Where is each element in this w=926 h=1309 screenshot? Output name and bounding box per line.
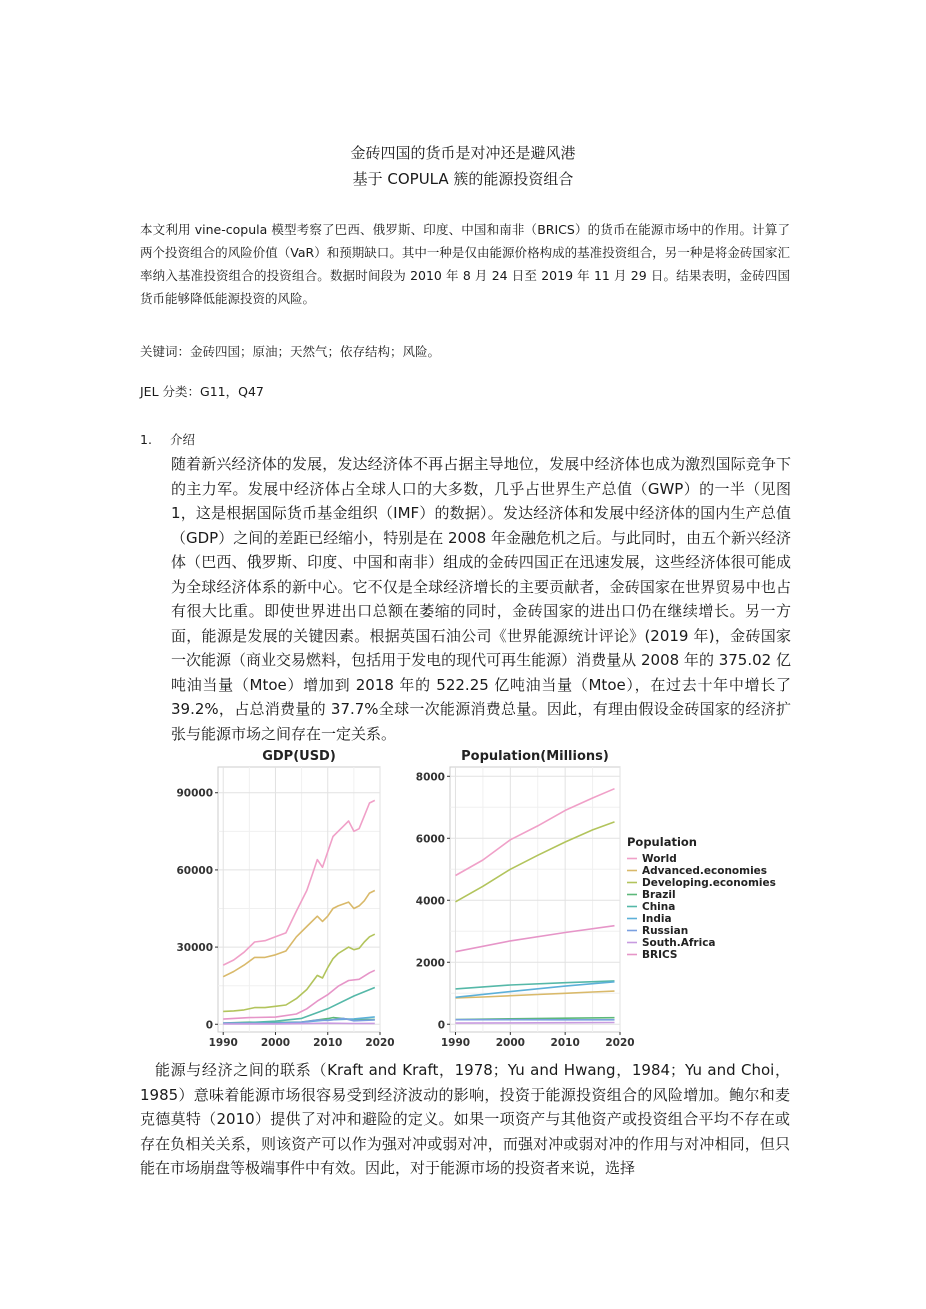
population-millions-y-tick-label: 8000: [415, 771, 445, 784]
population-millions-x-tick-label: 1990: [440, 1037, 471, 1048]
section-heading: [140, 430, 195, 448]
legend-label-russian: Russian: [642, 925, 689, 937]
figure-1: [170, 742, 790, 1048]
legend-label-india: India: [642, 913, 672, 925]
population-millions-y-tick-label: 0: [437, 1019, 445, 1032]
abstract: 本文利用 vine-copula 模型考察了巴西、俄罗斯、印度、中国和南非（BRICS）的货币在能源市场中的作用。计算了两个投资组合的风险价值（VaR）和预期缺口。其中一种是仅由能源价格构成的基准投资组合，另一种是将金砖国家汇率纳入基准投资组合的投资组合。数据时间段为 2010 年 8 月 24 日至 2019 年 11 月 29 日。结果表明，金砖四国货币能够降低能源投资的风险。: [140, 222, 790, 306]
legend-title: Population: [627, 835, 697, 849]
jel-classification: JEL 分类：G11，Q47: [140, 384, 264, 399]
population-millions-y-tick-label: 6000: [415, 833, 445, 846]
gdp-usd-line-south-africa: [223, 1023, 375, 1024]
paper-title: 金砖四国的货币是对冲还是避风港: [350, 144, 576, 162]
section-number: 1.: [140, 432, 152, 447]
gdp-usd-panel: [218, 767, 380, 1032]
paragraph-energy-economy: 能源与经济之间的联系（Kraft and Kraft，1978；Yu and Hwang，1984；Yu and Choi，1985）意味着能源市场很容易受到经济波动的影响，投资于能源投资组合的风险增加。鲍尔和麦克德莫特（2010）提供了对冲和避险的定义。如果一项资产与其他资产或投资组合平均不存在或存在负相关关系，则该资产可以作为强对冲或弱对冲，而强对冲或弱对冲的作用与对冲相同，但只能在市场崩盘等极端事件中有效。因此，对于能源市场的投资者来说，选择: [140, 1061, 790, 1177]
population-millions-title: Population(Millions): [461, 749, 609, 764]
gdp-usd-x-tick-label: 1990: [208, 1037, 238, 1048]
chart-legend: [627, 835, 776, 961]
legend-label-advanced-economies: Advanced.economies: [642, 865, 768, 877]
gdp-usd-title: GDP(USD): [262, 749, 336, 764]
population-millions-y-tick-label: 4000: [415, 895, 445, 908]
population-millions-x-tick-label: 2010: [550, 1037, 580, 1048]
keywords: 关键词：金砖四国；原油；天然气；依存结构；风险。: [140, 344, 441, 359]
population-millions-y-tick-label: 2000: [415, 957, 445, 970]
population-millions-line-south-africa: [456, 1023, 615, 1024]
legend-label-developing-economies: Developing.economies: [642, 877, 776, 889]
section-title: 介绍: [170, 432, 196, 447]
gdp-usd-x-tick-label: 2020: [365, 1037, 395, 1048]
paper-subtitle: 基于 COPULA 簇的能源投资组合: [352, 170, 574, 188]
legend-label-south-africa: South.Africa: [642, 937, 716, 949]
gdp-usd-y-tick-label: 0: [205, 1019, 213, 1032]
gdp-usd-x-tick-label: 2010: [313, 1037, 343, 1048]
legend-label-china: China: [642, 901, 676, 913]
gdp-usd-x-tick-label: 2000: [260, 1037, 291, 1048]
population-millions-x-tick-label: 2000: [495, 1037, 525, 1048]
legend-label-brics: BRICS: [642, 949, 678, 961]
legend-label-world: World: [642, 853, 677, 865]
gdp-usd-y-tick-label: 60000: [176, 864, 213, 877]
gdp-usd-y-tick-label: 90000: [176, 787, 213, 800]
legend-label-brazil: Brazil: [642, 889, 676, 901]
population-millions-x-tick-label: 2020: [605, 1037, 635, 1048]
population-chart: [416, 749, 635, 1048]
gdp-usd-y-tick-label: 30000: [176, 942, 213, 955]
gdp-chart: [176, 749, 394, 1048]
paragraph-intro: 随着新兴经济体的发展，发达经济体不再占据主导地位，发展中经济体也成为激烈国际竞争下的主力军。发展中经济体占全球人口的大多数，几乎占世界生产总值（GWP）的一半（见图 1，这是根据国际货币基金组织（IMF）的数据）。发达经济体和发展中经济体的国内生产总值（GDP）之间的差距已经缩小，特别是在 2008 年金融危机之后。与此同时，由五个新兴经济体（巴西、俄罗斯、印度、中国和南非）组成的金砖四国正在迅速发展，这些经济体很可能成为全球经济体系的新中心。它不仅是全球经济增长的主要贡献者，金砖国家在世界贸易中也占有很大比重。即使世界进出口总额在萎缩的同时，金砖国家的进出口仍在继续增长。另一方面，能源是发展的关键因素。根据英国石油公司《世界能源统计评论》(2019 年)，金砖国家一次能源（商业交易燃料，包括用于发电的现代可再生能源）消费量从 2008 年的 375.02 亿吨油当量（Mtoe）增加到 2018 年的 522.25 亿吨油当量（Mtoe），在过去十年中增长了 39.2%，占总消费量的 37.7%全球一次能源消费总量。因此，有理由假设金砖国家的经济扩张与能源市场之间存在一定关系。: [171, 455, 791, 743]
